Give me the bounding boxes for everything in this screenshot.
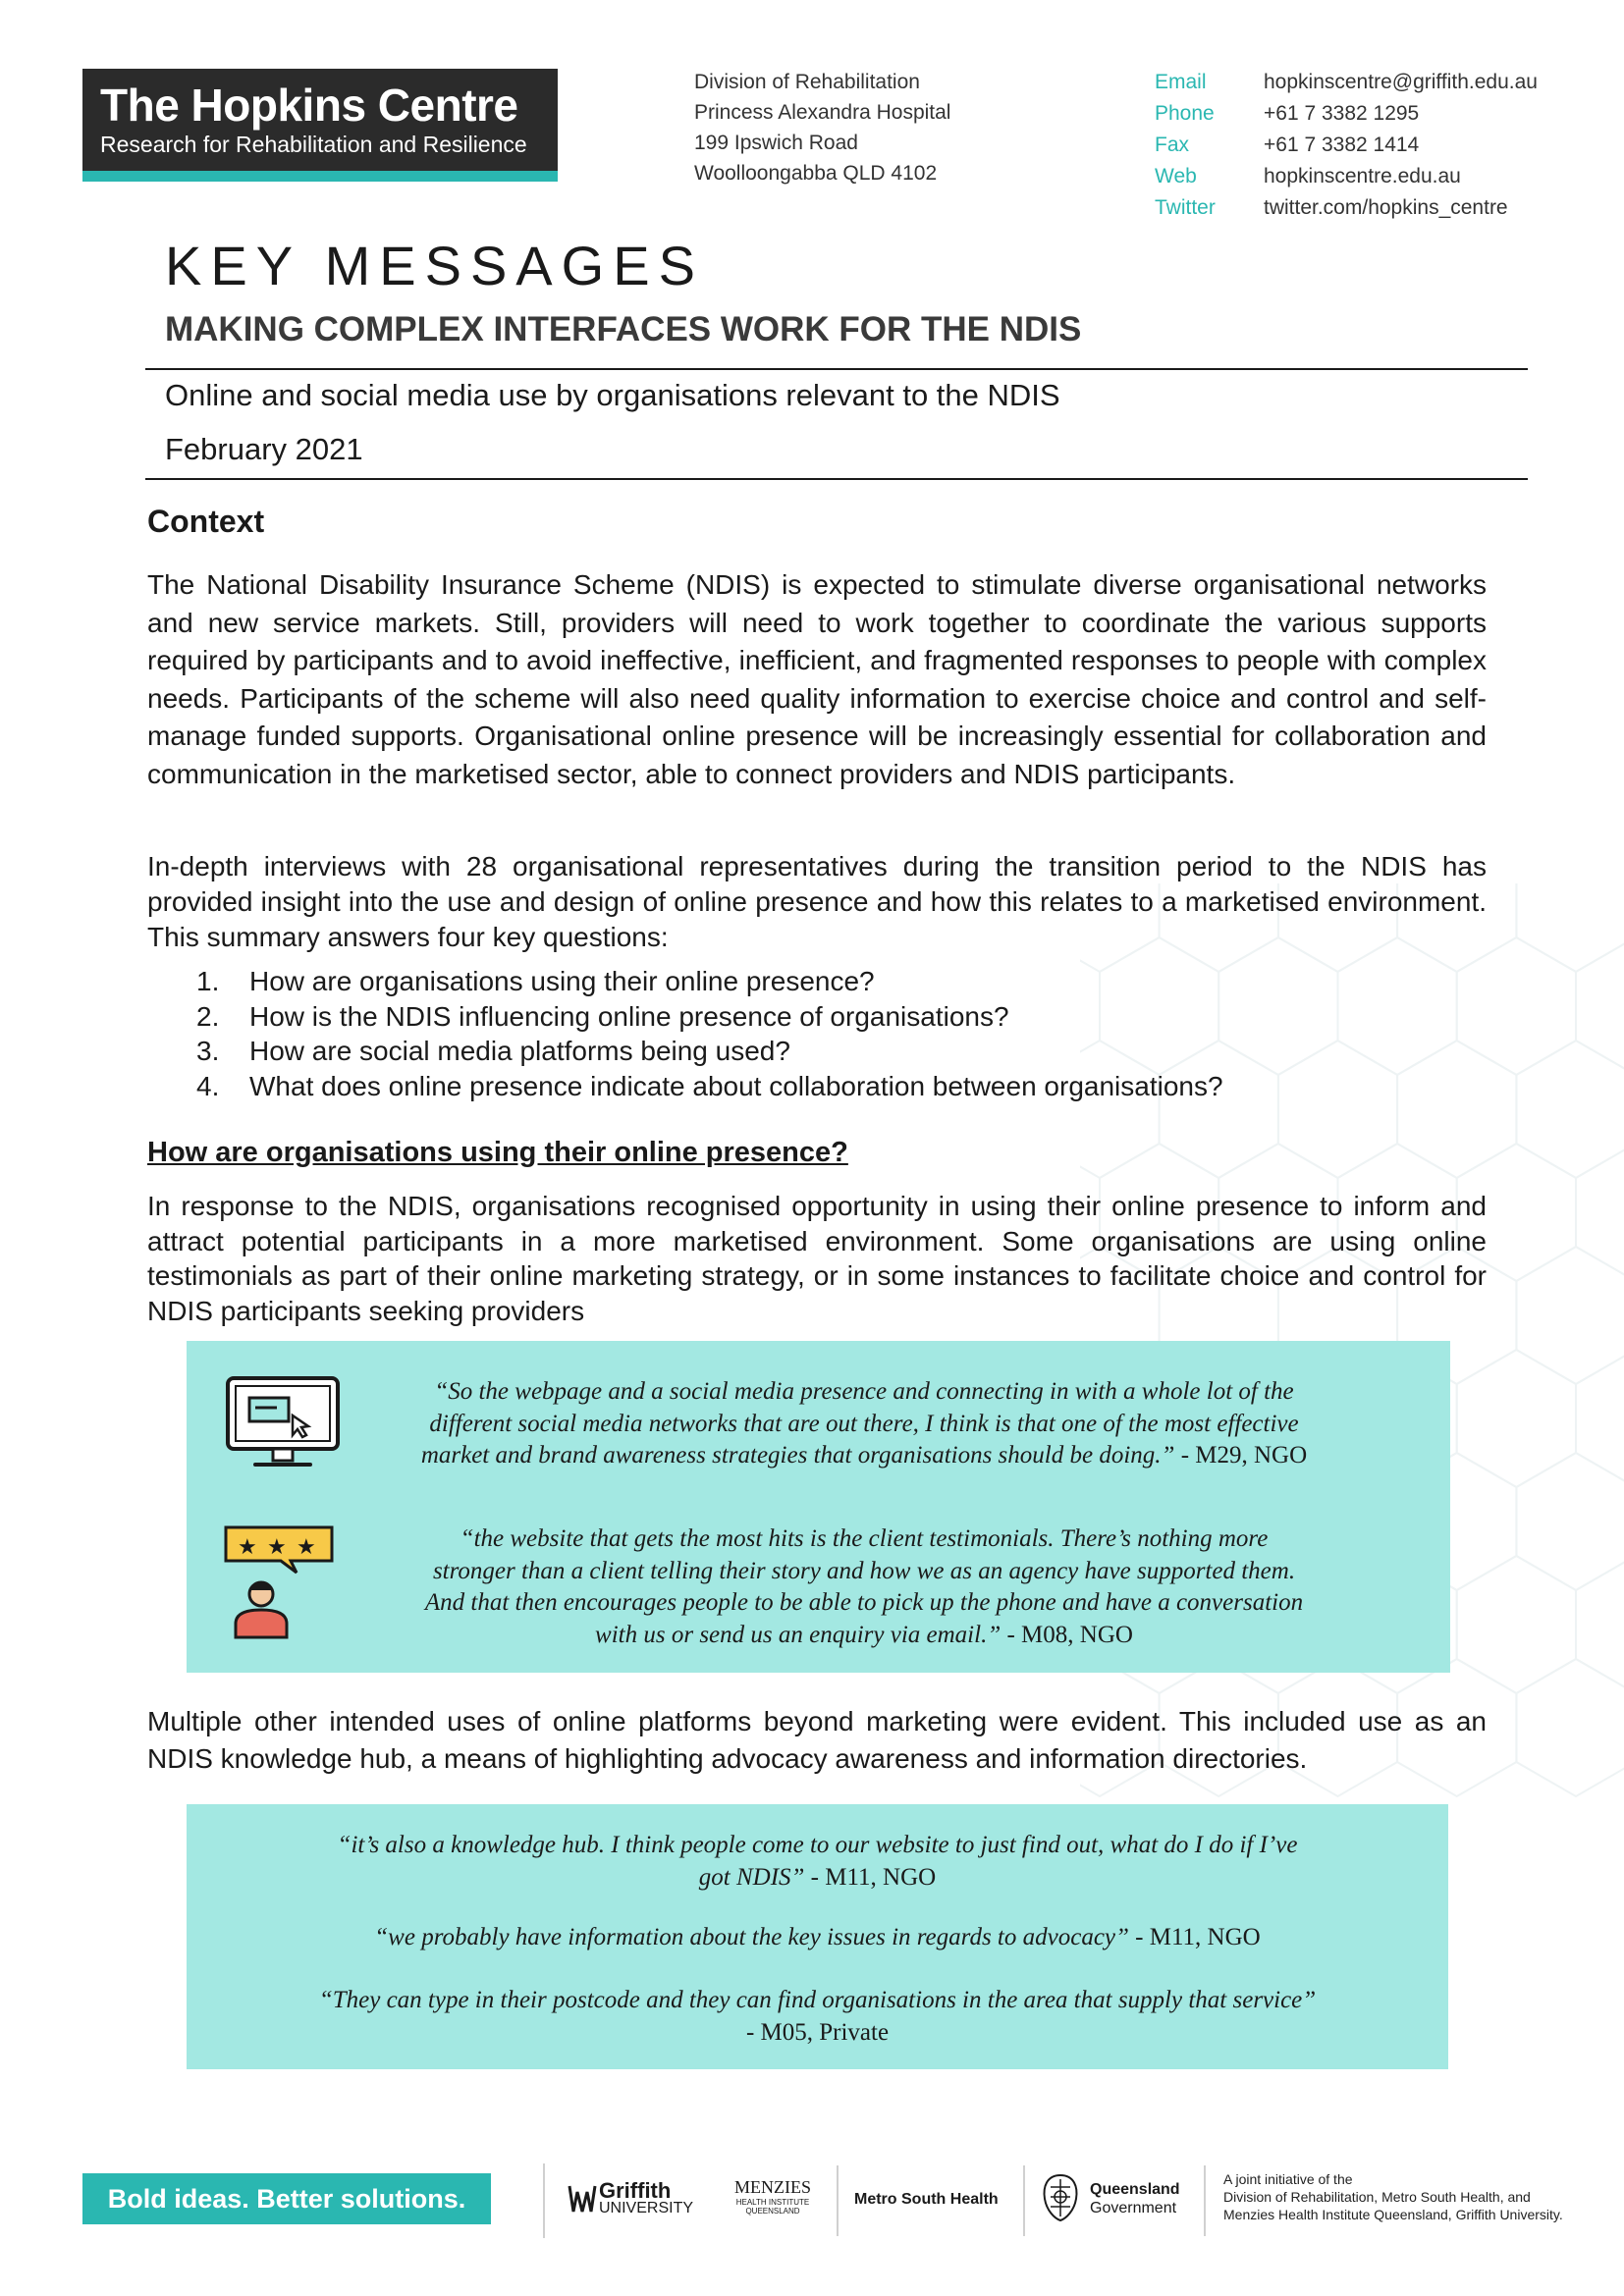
hopkins-centre-logo[interactable] (82, 69, 558, 171)
section-heading: How are organisations using their online presence? (147, 1137, 848, 1168)
footer-divider (1204, 2165, 1206, 2236)
joint-initiative-text (1223, 2170, 1563, 2223)
menzies-logo[interactable] (729, 2177, 817, 2216)
context-paragraph-1: The National Disability Insurance Scheme (NDIS) is expected to stimulate diverse organisational networks and new service markets. Still, providers will need to work together to coordinate the various supports required by participants and to avoid ineffective, inefficient, and fragmented responses to people with complex needs. Participants of the scheme will also need quality information to exercise choice and control and self-manage funded supports. Organisational online presence will be increasingly essential for collaboration and communication in the marketised sector, able to connect providers and NDIS participants. (147, 569, 1487, 789)
quote-line: And that then encourages people to be able to pick up the phone and have a conversation (424, 1589, 1304, 1616)
footer-divider (1023, 2165, 1025, 2236)
menzies-line-2: HEALTH INSTITUTE (735, 2198, 810, 2207)
quote-line: different social media networks that are out there, I think is that one of the most effective (429, 1410, 1299, 1437)
contact-label: Web (1155, 165, 1197, 187)
address-line: 199 Ipswich Road (694, 132, 858, 154)
contact-web[interactable] (1155, 161, 1538, 192)
joint-line: A joint initiative of the (1223, 2171, 1353, 2187)
contact-value: +61 7 3382 1414 (1264, 133, 1420, 156)
griffith-name: Griffith (599, 2178, 672, 2203)
quote-line: “it’s also a knowledge hub. I think people come to our website to just find out, what do I do if I’ve (337, 1832, 1298, 1858)
contact-value[interactable]: +61 7 3382 1295 (1264, 102, 1420, 125)
section-paragraph-1: In response to the NDIS, organisations recognised opportunity in using their online presence to inform and attract potential participants in a more marketised environment. Some organisations are using online testimonials as part of their online marketing strategy, or in some instances to facilitate choice and control for NDIS participants seeking providers (147, 1191, 1487, 1326)
contact-twitter[interactable] (1155, 192, 1538, 224)
list-item: 3. How are social media platforms being used? (196, 1036, 790, 1066)
address-block (694, 67, 950, 188)
quote-line: got NDIS” (698, 1863, 805, 1891)
contact-label: Email (1155, 71, 1207, 93)
quote-1 (344, 1376, 1384, 1472)
page-subtitle: MAKING COMPLEX INTERFACES WORK FOR THE NDIS (165, 310, 1082, 348)
contact-label: Phone (1155, 102, 1215, 125)
contact-label: Fax (1155, 133, 1190, 156)
contact-label: Twitter (1155, 196, 1216, 219)
svg-text:★: ★ (238, 1535, 257, 1560)
joint-line: Division of Rehabilitation, Metro South Health, and (1223, 2189, 1531, 2205)
divider (145, 368, 1528, 370)
contact-fax (1155, 130, 1538, 161)
metro-south-health-logo[interactable]: Metro South Health (854, 2191, 999, 2208)
list-item: 2. How is the NDIS influencing online presence of organisations? (196, 1000, 1009, 1032)
queensland-crest-icon (1039, 2171, 1082, 2222)
government-name: Government (1090, 2200, 1177, 2216)
quote-line: “So the webpage and a social media presence and connecting in with a whole lot of the (434, 1378, 1294, 1405)
quote-line: stronger than a client telling their story and how we as an agency have supported them. (432, 1557, 1296, 1584)
context-paragraph-2: In-depth interviews with 28 organisational representatives during the transition period to the NDIS has provided insight into the use and design of online presence and how this relates to a marketised environment. This summary answers four key questions: (147, 851, 1487, 952)
quote-3 (187, 1830, 1448, 1894)
key-questions-list (147, 964, 1223, 1103)
quote-line: “we probably have information about the key issues in regards to advocacy” (374, 1924, 1129, 1950)
logo-title: The Hopkins Centre (100, 80, 518, 131)
contact-phone[interactable] (1155, 98, 1538, 130)
page-title: KEY MESSAGES (165, 235, 704, 296)
menzies-line-3: QUEENSLAND (745, 2207, 800, 2216)
testimonial-rating-icon (222, 1523, 340, 1641)
address-line: Princess Alexandra Hospital (694, 101, 951, 124)
quote-line: market and brand awareness strategies that organisations should be doing.” (420, 1442, 1175, 1468)
svg-text:★: ★ (297, 1535, 316, 1560)
quote-attribution: - M29, NGO (1174, 1442, 1308, 1468)
logo-accent-bar (82, 171, 558, 182)
quote-5 (187, 1985, 1448, 2049)
contact-value[interactable]: hopkinscentre.edu.au (1264, 165, 1461, 187)
quote-attribution: - M05, Private (745, 2018, 890, 2046)
logo-subtitle: Research for Rehabilitation and Resilience (100, 132, 527, 157)
footer-tagline: Bold ideas. Better solutions. (82, 2173, 491, 2224)
contact-email[interactable] (1155, 67, 1538, 98)
quote-attribution: - M11, NGO (1128, 1924, 1261, 1950)
footer-divider (837, 2165, 839, 2236)
quote-line: with us or send us an enquiry via email.” (595, 1621, 1001, 1648)
menzies-name: MENZIES (734, 2177, 811, 2197)
contact-block (1155, 67, 1538, 224)
griffith-university: UNIVERSITY (599, 2200, 694, 2216)
quote-attribution: - M11, NGO (804, 1863, 937, 1891)
date-line: February 2021 (165, 432, 363, 466)
contact-value[interactable]: hopkinscentre@griffith.edu.au (1264, 71, 1538, 93)
quote-2 (344, 1523, 1384, 1651)
topic-line: Online and social media use by organisations relevant to the NDIS (165, 378, 1060, 412)
queensland-name: Queensland (1090, 2181, 1180, 2198)
address-line: Division of Rehabilitation (694, 71, 920, 93)
list-item: 4. What does online presence indicate about collaboration between organisations? (196, 1070, 1223, 1101)
quote-4 (187, 1922, 1448, 1954)
section-paragraph-2: Multiple other intended uses of online platforms beyond marketing were evident. This included use as an NDIS knowledge hub, a means of highlighting advocacy awareness and information directories. (147, 1706, 1487, 1774)
computer-monitor-icon (224, 1374, 342, 1472)
joint-line: Menzies Health Institute Queensland, Griffith University. (1223, 2207, 1563, 2222)
context-heading: Context (147, 504, 265, 539)
griffith-logo-icon (568, 2182, 597, 2216)
quote-attribution: - M08, NGO (1001, 1621, 1133, 1648)
quote-box (187, 1804, 1448, 2069)
quote-line: “the website that gets the most hits is the client testimonials. There’s nothing more (460, 1525, 1269, 1552)
svg-text:★: ★ (267, 1535, 287, 1560)
list-item: 1. How are organisations using their online presence? (196, 966, 875, 996)
divider (145, 478, 1528, 480)
quote-box (187, 1341, 1450, 1673)
footer-divider (543, 2163, 545, 2238)
address-line: Woolloongabba QLD 4102 (694, 162, 938, 185)
contact-value[interactable]: twitter.com/hopkins_centre (1264, 196, 1508, 219)
quote-line: “They can type in their postcode and they can find organisations in the area that supply that service” (318, 1987, 1317, 2013)
